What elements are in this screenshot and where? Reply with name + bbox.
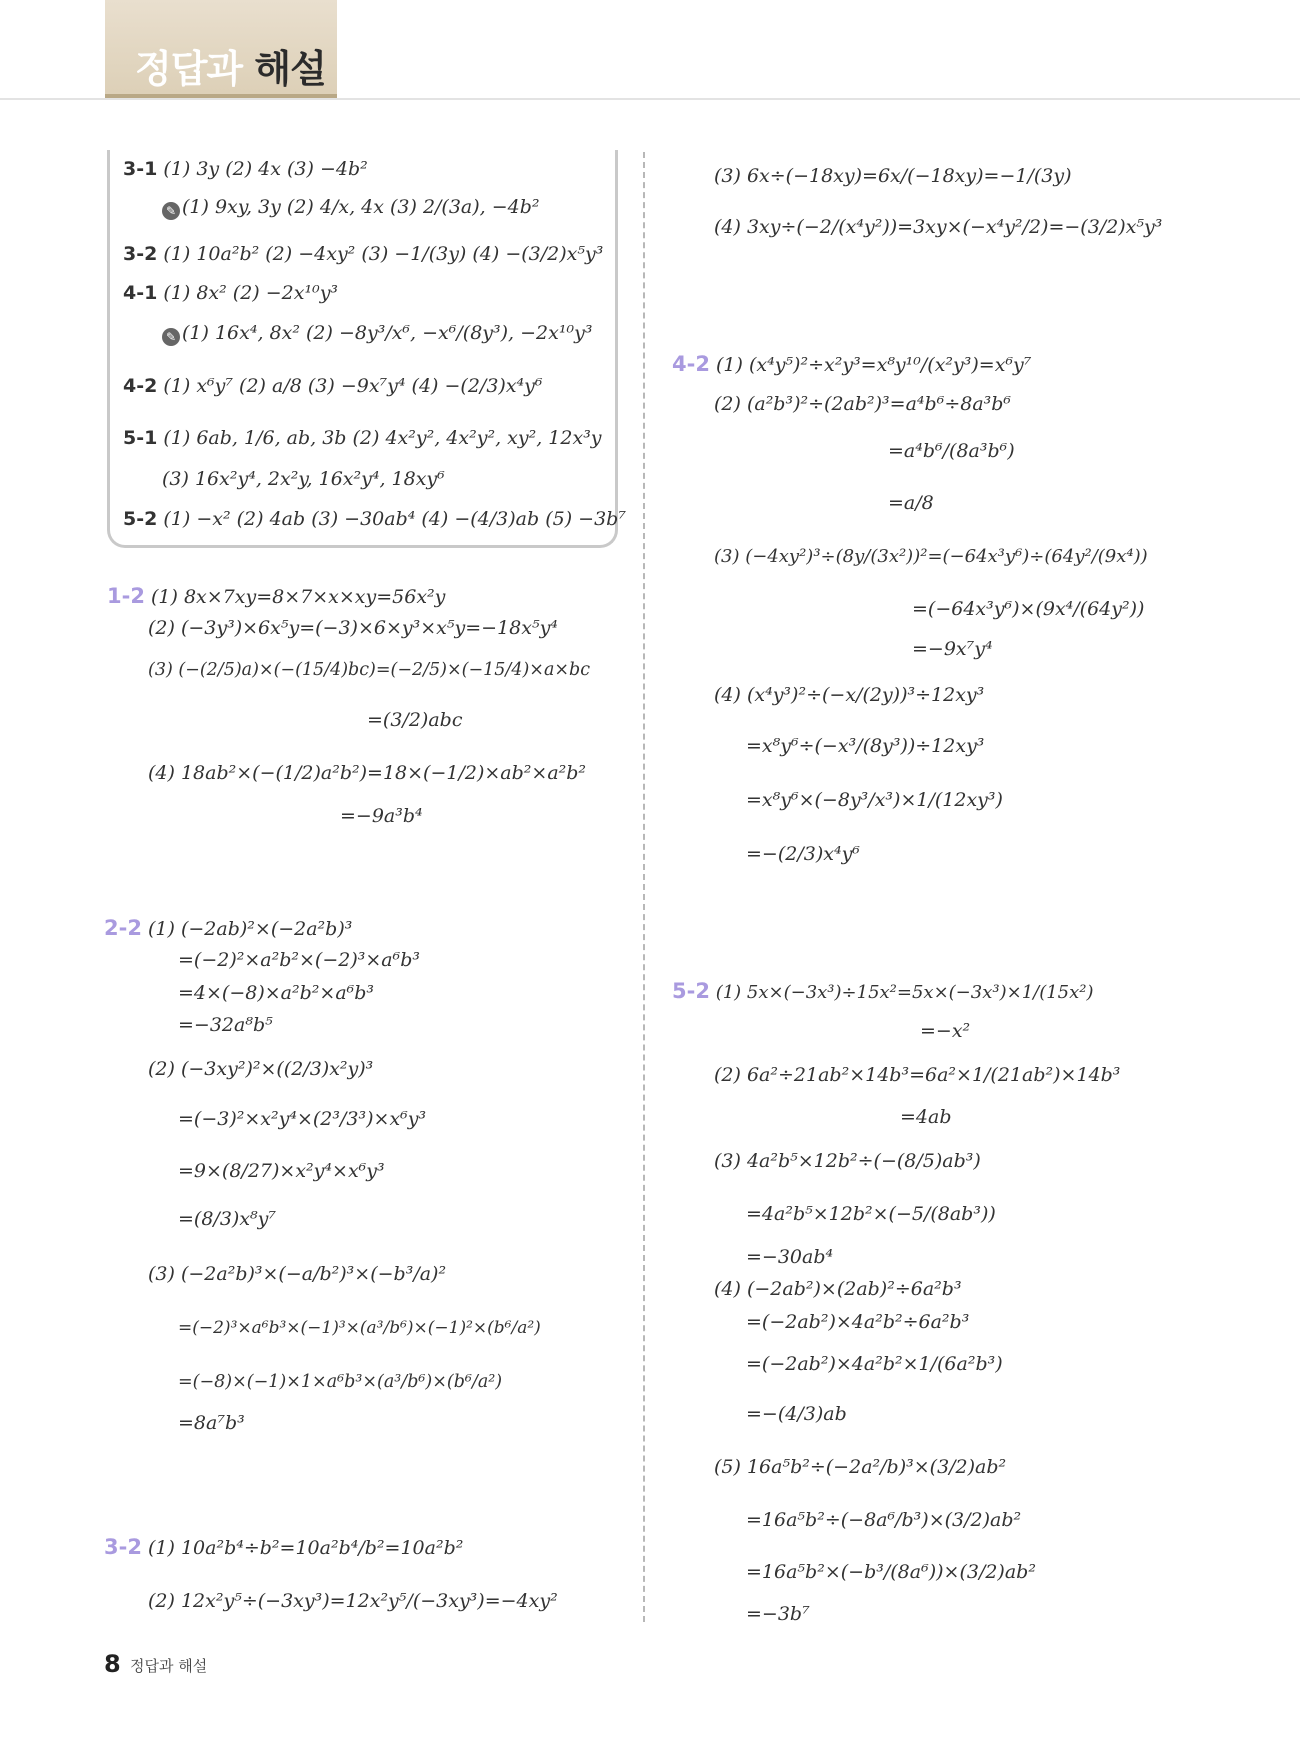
solution-line (178, 982, 374, 1004)
solution-text: (2) (−3xy²)²×((2/3)x²y)³ (148, 1058, 374, 1080)
solution-line (672, 979, 1094, 1003)
answer-text: (1) 6ab, 1/6, ab, 3b (2) 4x²y², 4x²y², xy², 12x³y (163, 427, 602, 449)
answer-text: (1) 3y (2) 4x (3) −4b² (163, 158, 368, 180)
solution-text: =−(2/3)x⁴y⁶ (746, 843, 860, 865)
solution-line (900, 1106, 952, 1128)
solution-text: (2) (−3y³)×6x⁵y=(−3)×6×y³×x⁵y=−18x⁵y⁴ (148, 617, 558, 639)
solution-line (888, 492, 934, 514)
solution-line (746, 1603, 810, 1625)
solution-text: (4) 18ab²×(−(1/2)a²b²)=18×(−1/2)×ab²×a²b² (148, 762, 587, 784)
solution-text: =−32a⁸b⁵ (178, 1014, 273, 1036)
solution-line (714, 1278, 962, 1300)
solution-line (714, 165, 1072, 187)
solution-text: (4) 3xy÷(−2/(x⁴y²))=3xy×(−x⁴y²/2)=−(3/2)x⁵y³ (714, 216, 1163, 238)
solution-line (912, 638, 993, 660)
solution-line (340, 805, 423, 827)
solution-text: (4) (x⁴y³)²÷(−x/(2y))³÷12xy³ (714, 684, 985, 706)
solution-text: =(−64x³y⁶)×(9x⁴/(64y²)) (912, 598, 1145, 620)
answer-text: (1) 9xy, 3y (2) 4/x, 4x (3) 2/(3a), −4b² (182, 196, 540, 218)
solution-line (178, 1372, 502, 1392)
solution-text: =16a⁵b²×(−b³/(8a⁶))×(3/2)ab² (746, 1561, 1036, 1583)
solution-text: =16a⁵b²÷(−8a⁶/b³)×(3/2)ab² (746, 1509, 1022, 1531)
answer-text: (1) 10a²b² (2) −4xy² (3) −1/(3y) (4) −(3/2)x⁵y³ (163, 243, 604, 265)
solution-line (746, 843, 860, 865)
solution-text: (3) (−4xy²)³÷(8y/(3x²))²=(−64x³y⁶)÷(64y²/(9x⁴)) (714, 546, 1148, 567)
summary-row (123, 508, 626, 530)
problem-label: 5-2 (672, 979, 710, 1003)
solution-text: (4) (−2ab²)×(2ab)²÷6a²b³ (714, 1278, 962, 1300)
solution-line (714, 216, 1162, 238)
solution-text: =9×(8/27)×x²y⁴×x⁶y³ (178, 1160, 385, 1182)
solution-text: =4a²b⁵×12b²×(−5/(8ab³)) (746, 1203, 996, 1225)
summary-row (162, 468, 445, 490)
solution-line (920, 1020, 970, 1042)
solution-text: =(−2ab²)×4a²b²÷6a²b³ (746, 1311, 970, 1333)
solution-text: =(−3)²×x²y⁴×(2³/3³)×x⁶y³ (178, 1108, 427, 1130)
solution-text: =(−2ab²)×4a²b²×1/(6a²b³) (746, 1353, 1003, 1375)
solution-line (746, 1509, 1021, 1531)
solution-line (178, 1014, 273, 1036)
solution-line (672, 352, 1031, 376)
problem-label: 4-2 (672, 352, 710, 376)
footer-label: 정답과 해설 (130, 1657, 208, 1675)
solution-text: (3) 4a²b⁵×12b²÷(−(8/5)ab³) (714, 1150, 981, 1172)
solution-text: =−3b⁷ (746, 1603, 810, 1625)
solution-line (178, 949, 420, 971)
problem-label: 4-2 (123, 375, 158, 397)
summary-row (123, 282, 338, 304)
problem-label: 1-2 (107, 584, 145, 608)
problem-label: 2-2 (104, 916, 142, 940)
solution-line (714, 393, 1011, 415)
solution-text: =(8/3)x⁸y⁷ (178, 1208, 277, 1230)
solution-text: =(−2)²×a²b²×(−2)³×a⁶b³ (178, 949, 421, 971)
solution-line (714, 546, 1148, 567)
solution-line (746, 1403, 847, 1425)
pencil-icon: ✎ (162, 202, 180, 220)
solution-line (714, 1456, 1006, 1478)
solution-text: =−30ab⁴ (746, 1246, 834, 1268)
solution-line (714, 684, 984, 706)
solution-line (746, 1203, 996, 1225)
problem-label: 3-2 (104, 1535, 142, 1559)
answer-text: (1) 16x⁴, 8x² (2) −8y³/x⁶, −x⁶/(8y³), −2x¹⁰y³ (182, 322, 593, 344)
page-title-part1: 정답과 (135, 47, 243, 91)
solution-text: (1) (x⁴y⁵)²÷x²y³=x⁸y¹⁰/(x²y³)=x⁶y⁷ (716, 354, 1032, 376)
solution-line (178, 1108, 426, 1130)
summary-row (123, 243, 603, 265)
solution-text: (2) (a²b³)²÷(2ab²)³=a⁴b⁶÷8a³b⁶ (714, 393, 1012, 415)
solution-text: (1) 5x×(−3x³)÷15x²=5x×(−3x³)×1/(15x²) (715, 982, 1094, 1003)
solution-line (107, 584, 445, 608)
solution-text: (1) 10a²b⁴÷b²=10a²b⁴/b²=10a²b² (148, 1537, 464, 1559)
column-divider (643, 152, 645, 1622)
solution-line (746, 789, 1003, 811)
solution-text: =4ab (900, 1106, 952, 1128)
page-title (135, 38, 326, 93)
solution-line (912, 598, 1144, 620)
solution-text: =x⁸y⁶×(−8y³/x³)×1/(12xy³) (746, 789, 1003, 811)
solution-text: (1) (−2ab)²×(−2a²b)³ (148, 918, 353, 940)
page-number: 8 (104, 1650, 121, 1678)
header-divider (0, 98, 1300, 100)
problem-label: 3-1 (123, 158, 158, 180)
solution-text: =−9a³b⁴ (340, 805, 423, 827)
solution-line (746, 1311, 969, 1333)
solution-text: =a⁴b⁶/(8a³b⁶) (888, 440, 1015, 462)
solution-line (746, 1353, 1003, 1375)
solution-line (148, 1263, 446, 1285)
problem-label: 4-1 (123, 282, 158, 304)
solution-text: =8a⁷b³ (178, 1412, 245, 1434)
solution-line (148, 660, 590, 680)
solution-text: =−9x⁷y⁴ (912, 638, 993, 660)
answer-text: (1) 8x² (2) −2x¹⁰y³ (163, 282, 339, 304)
answer-text: (3) 16x²y⁴, 2x²y, 16x²y⁴, 18xy⁶ (162, 468, 445, 490)
solution-line (148, 1590, 558, 1612)
solution-text: =a/8 (888, 492, 934, 514)
solution-text: (2) 6a²÷21ab²×14b³=6a²×1/(21ab²)×14b³ (714, 1064, 1121, 1086)
pencil-icon: ✎ (162, 328, 180, 346)
page-title-part2: 해설 (254, 47, 326, 91)
solution-text: =(−2)³×a⁶b³×(−1)³×(a³/b⁶)×(−1)²×(b⁶/a²) (178, 1318, 541, 1338)
problem-label: 5-2 (123, 508, 158, 530)
solution-text: (2) 12x²y⁵÷(−3xy³)=12x²y⁵/(−3xy³)=−4xy² (148, 1590, 558, 1612)
summary-row (123, 427, 602, 449)
solution-text: (3) (−(2/5)a)×(−(15/4)bc)=(−2/5)×(−15/4)×a×bc (148, 660, 591, 680)
solution-text: =−(4/3)ab (746, 1403, 847, 1425)
answer-text: (1) −x² (2) 4ab (3) −30ab⁴ (4) −(4/3)ab (5) −3b⁷ (163, 508, 626, 530)
solution-line (714, 1150, 981, 1172)
problem-label: 3-2 (123, 243, 158, 265)
solution-line (178, 1160, 385, 1182)
summary-row (162, 322, 592, 346)
problem-label: 5-1 (123, 427, 158, 449)
solution-text: (1) 8x×7xy=8×7×x×xy=56x²y (151, 586, 446, 608)
solution-line (746, 1561, 1036, 1583)
solution-text: =x⁸y⁶÷(−x³/(8y³))÷12xy³ (746, 735, 985, 757)
summary-row (123, 375, 543, 397)
solution-line (178, 1318, 541, 1338)
solution-line (104, 916, 352, 940)
solution-text: =4×(−8)×a²b²×a⁶b³ (178, 982, 375, 1004)
solution-line (104, 1535, 463, 1559)
solution-line (148, 762, 586, 784)
summary-row (162, 196, 540, 220)
summary-row (123, 158, 368, 180)
solution-line (367, 709, 462, 731)
solution-text: (3) (−2a²b)³×(−a/b²)³×(−b³/a)² (148, 1263, 447, 1285)
solution-text: (5) 16a⁵b²÷(−2a²/b)³×(3/2)ab² (714, 1456, 1007, 1478)
solution-text: =−x² (920, 1020, 971, 1042)
answer-text: (1) x⁶y⁷ (2) a/8 (3) −9x⁷y⁴ (4) −(2/3)x⁴y⁶ (163, 375, 543, 397)
solution-line (714, 1064, 1120, 1086)
solution-line (746, 735, 984, 757)
solution-line (148, 617, 558, 639)
solution-line (178, 1412, 245, 1434)
solution-line (148, 1058, 373, 1080)
solution-text: =(3/2)abc (367, 709, 463, 731)
solution-line (746, 1246, 833, 1268)
solution-text: (3) 6x÷(−18xy)=6x/(−18xy)=−1/(3y) (714, 165, 1072, 187)
solution-text: =(−8)×(−1)×1×a⁶b³×(a³/b⁶)×(b⁶/a²) (178, 1372, 503, 1392)
solution-line (178, 1208, 276, 1230)
solution-line (888, 440, 1015, 462)
